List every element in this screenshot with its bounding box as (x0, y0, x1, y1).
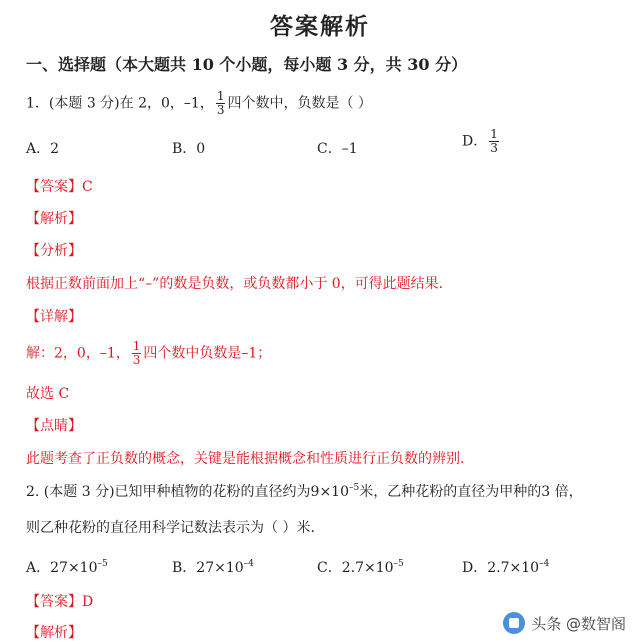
q1-xiangjie-den: 3 (132, 353, 141, 367)
q2-option-c-prefix: C． (317, 560, 342, 576)
q1-xiangjie-prefix: 解：2，0，–1， (26, 345, 130, 362)
q1-option-d-fraction (489, 128, 499, 155)
q1-answer: 【答案】C (26, 179, 93, 195)
q1-dianjing-text: 此题考查了正负数的概念，关键是能根据概念和性质进行正负数的辨别. (26, 451, 465, 467)
q1-option-a: A．2 (26, 141, 60, 157)
q1-frac-num: 1 (216, 89, 225, 103)
q2-stem-base: 9×10 (310, 484, 349, 500)
q2-option-a-exp: –5 (97, 559, 108, 569)
watermark (503, 612, 626, 634)
q1-xiangjie-text (26, 340, 271, 367)
q1-option-d-prefix: D． (462, 133, 488, 150)
q2-option-c-exp: –5 (393, 559, 404, 569)
q1-xiangjie: 【详解】 (26, 309, 82, 325)
q1-xiangjie-fraction (132, 340, 142, 367)
q1-xiangjie-num: 1 (132, 339, 141, 353)
toutiao-logo-icon (503, 612, 525, 634)
q2-option-c (317, 557, 404, 577)
q2-option-a (26, 557, 108, 577)
q2-option-d-base: 2.7×10 (487, 560, 540, 576)
q1-stem-prefix: 1．(本题 3 分)在 2，0， (26, 95, 184, 112)
q1-option-d-den: 3 (490, 141, 498, 155)
q1-fenxi: 【分析】 (26, 243, 82, 259)
q2-stem-suffix: 米，乙种花粉的直径为甲种的3 倍， (359, 484, 583, 500)
q2-option-b (172, 557, 254, 577)
q1-stem (26, 90, 372, 117)
q2-option-c-base: 2.7×10 (341, 560, 394, 576)
q1-xiangjie-suffix: 四个数中负数是–1； (143, 345, 272, 362)
q2-option-a-base: 27×10 (50, 560, 98, 576)
q1-option-d-num: 1 (490, 127, 498, 141)
q2-option-b-prefix: B． (172, 560, 197, 576)
q2-option-a-prefix: A． (26, 560, 51, 576)
q1-guxuan: 故选 C (26, 386, 70, 402)
q1-option-d (462, 128, 501, 155)
q2-option-d-prefix: D． (462, 560, 488, 576)
q1-jiexi: 【解析】 (26, 211, 82, 227)
q1-stem-suffix: 四个数中，负数是（ ） (227, 95, 372, 112)
q1-stem-fraction (216, 90, 226, 117)
q2-jiexi: 【解析】 (26, 625, 82, 641)
q2-stem-exp: –5 (349, 483, 360, 493)
q2-option-d-exp: –4 (539, 559, 550, 569)
q2-option-b-base: 27×10 (196, 560, 244, 576)
watermark-text: 头条 @数智阁 (531, 614, 626, 633)
page-title: 答案解析 (270, 13, 370, 40)
q2-option-b-exp: –4 (243, 559, 254, 569)
q2-answer: 【答案】D (26, 594, 94, 610)
q1-fenxi-text: 根据正数前面加上“–”的数是负数，或负数都小于 0，可得此题结果. (26, 276, 444, 292)
q1-option-c: C．–1 (317, 141, 358, 157)
q2-stem-prefix: 2. (本题 3 分)已知甲种植物的花粉的直径约为 (26, 484, 311, 500)
q2-stem-line1 (26, 481, 583, 501)
section-heading: 一、选择题（本大题共 10 个小题，每小题 3 分，共 30 分） (26, 55, 468, 74)
q1-dianjing: 【点睛】 (26, 418, 82, 434)
q2-stem-line2: 则乙种花粉的直径用科学记数法表示为（ ）米. (26, 520, 315, 536)
q1-option-b: B．0 (172, 141, 206, 157)
q1-frac-den: 3 (216, 103, 225, 117)
q1-stem-neg: –1， (183, 95, 214, 112)
q2-option-d (462, 557, 549, 577)
